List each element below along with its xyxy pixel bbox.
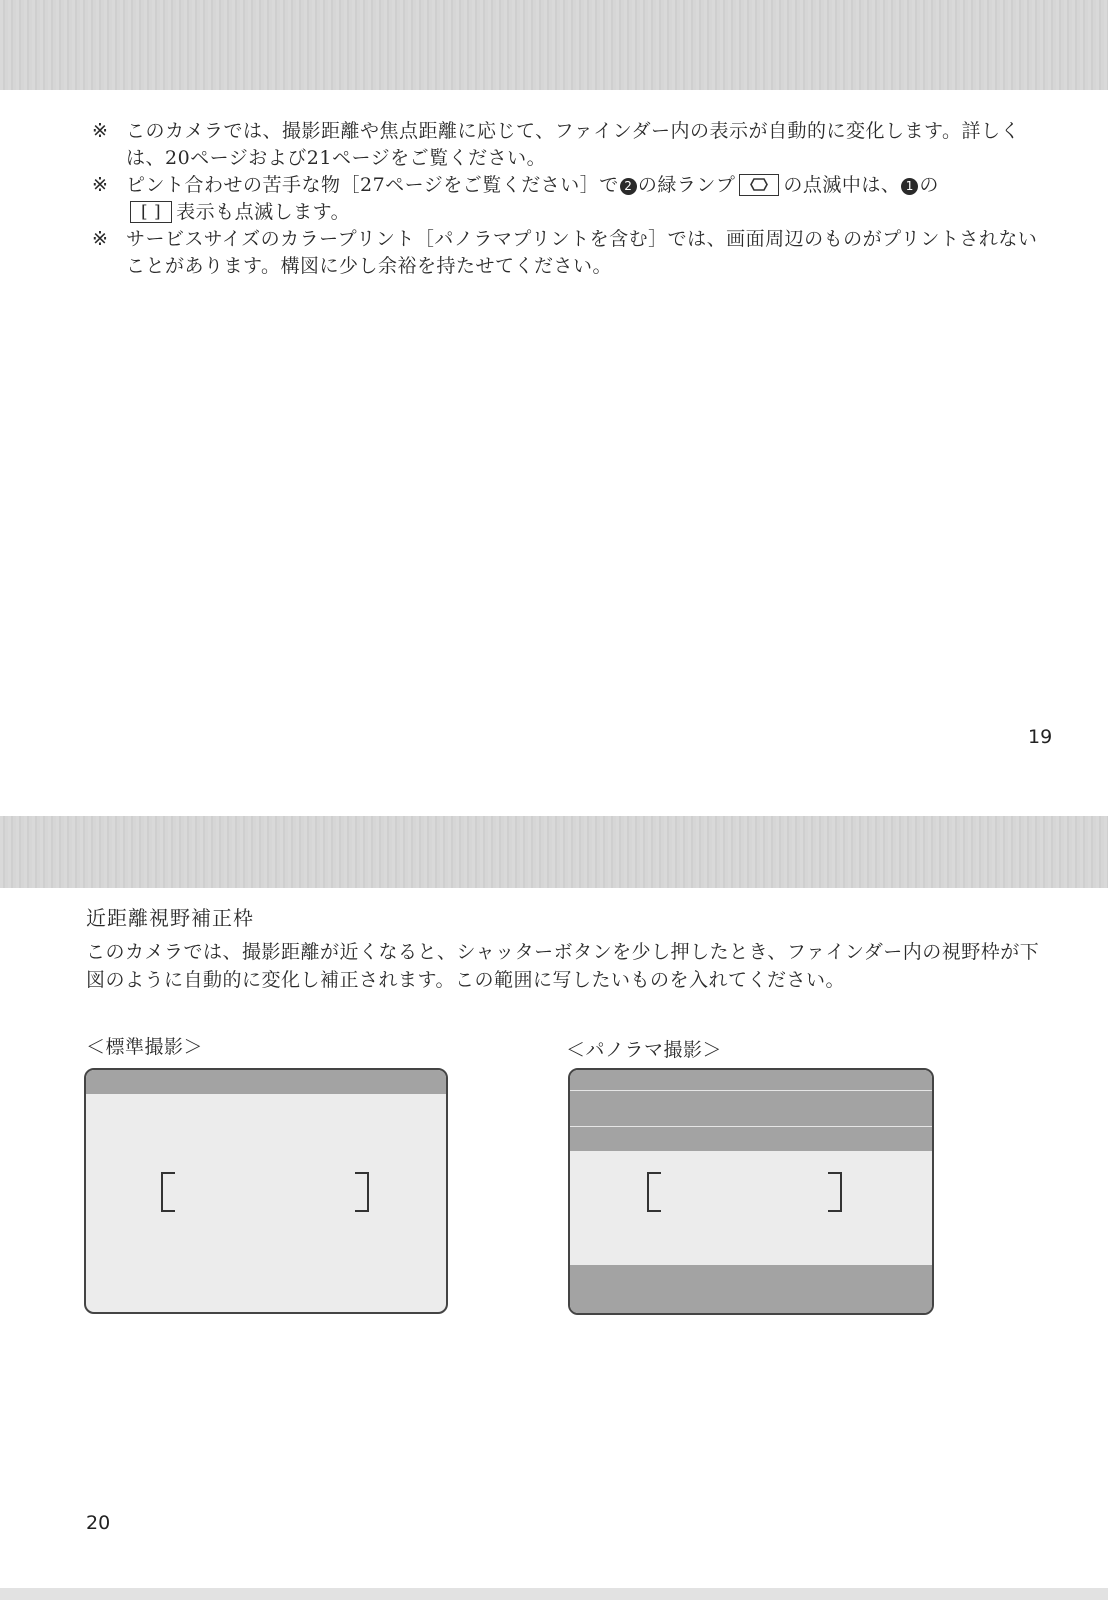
circled-number-1: 1: [901, 178, 918, 195]
right-focus-bracket-icon: [828, 1172, 842, 1212]
panorama-bottom-shade: [570, 1265, 932, 1313]
section-body: このカメラでは、撮影距離が近くなると、シャッターボタンを少し押したとき、ファインダー内の視野枠が下図のように自動的に変化し補正されます。この範囲に写したいものを入れてください。: [86, 941, 1040, 991]
note-text-part: の: [919, 174, 939, 196]
note-text: サービスサイズのカラープリント［パノラマプリントを含む］では、画面周辺のものがプリントされないことがあります。構図に少し余裕を持たせてください。: [126, 228, 1038, 277]
page-number-bottom: 20: [86, 1512, 111, 1534]
standard-diagram-label: ＜標準撮影＞: [86, 1036, 204, 1058]
left-focus-bracket-icon: [161, 1172, 175, 1212]
note-item: [92, 172, 1052, 226]
middle-scan-band: [0, 816, 1108, 888]
note-item: [92, 118, 1052, 172]
panorama-guide-line: [570, 1126, 932, 1127]
note-text-part: ピント合わせの苦手な物［27ページをご覧ください］で: [126, 174, 619, 196]
left-focus-bracket-icon: [647, 1172, 661, 1212]
circled-number-2: 2: [620, 178, 637, 195]
bottom-scan-band: [0, 1588, 1108, 1600]
standard-correction-shade: [86, 1070, 446, 1094]
note-mark: ※: [92, 174, 109, 196]
note-text: このカメラでは、撮影距離や焦点距離に応じて、ファインダー内の表示が自動的に変化します。詳しくは、20ページおよび21ページをご覧ください。: [126, 120, 1020, 169]
note-item: [92, 226, 1052, 280]
top-scan-band: [0, 0, 1108, 90]
panorama-top-shade: [570, 1070, 932, 1151]
panorama-diagram-label: ＜パノラマ撮影＞: [566, 1039, 723, 1061]
note-mark: ※: [92, 120, 109, 142]
green-lamp-hexagon-icon: [739, 174, 779, 196]
focus-bracket-symbol: [ ]: [130, 201, 172, 223]
standard-viewfinder-diagram: [84, 1068, 448, 1314]
panorama-viewfinder-diagram: [568, 1068, 934, 1315]
note-text-part: の点滅中は、: [783, 174, 901, 196]
section-heading: 近距離視野補正枠: [86, 906, 254, 930]
note-text-part: の緑ランプ: [637, 174, 736, 196]
notes-list: [92, 118, 1052, 280]
note-mark: ※: [92, 228, 109, 250]
panorama-guide-line: [570, 1090, 932, 1091]
note-text-part: 表示も点滅します。: [176, 201, 351, 223]
page-number-top: 19: [1028, 726, 1053, 748]
right-focus-bracket-icon: [355, 1172, 369, 1212]
